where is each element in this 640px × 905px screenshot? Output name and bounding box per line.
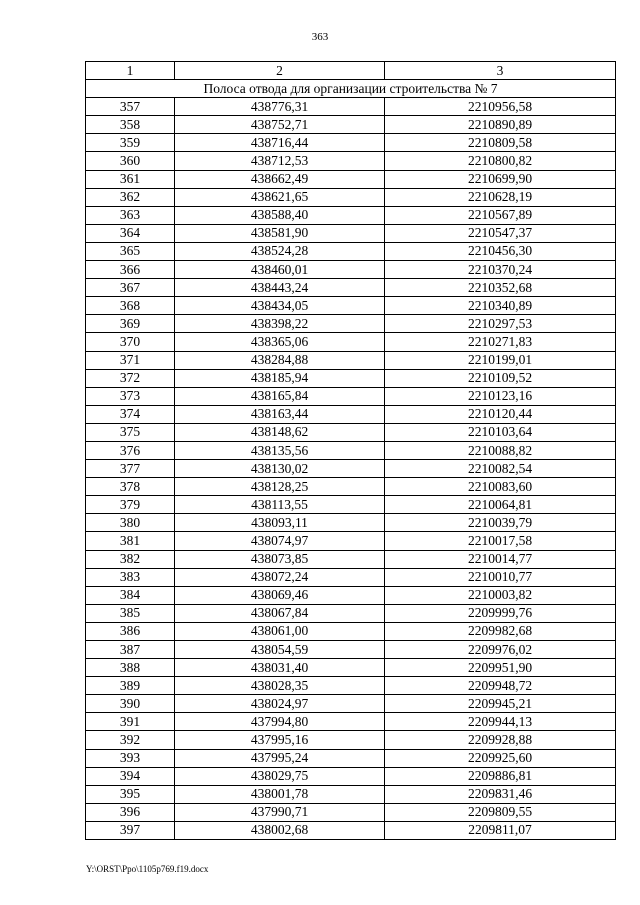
y-coordinate-cell: 2210039,79 xyxy=(385,514,616,532)
x-coordinate-cell: 438061,00 xyxy=(175,622,385,640)
table-row xyxy=(86,351,616,369)
point-number-cell: 384 xyxy=(86,586,175,604)
point-number-cell: 362 xyxy=(86,188,175,206)
table-row xyxy=(86,478,616,496)
y-coordinate-cell: 2210956,58 xyxy=(385,98,616,116)
x-coordinate-cell: 438165,84 xyxy=(175,387,385,405)
x-coordinate-cell: 438398,22 xyxy=(175,315,385,333)
table-row xyxy=(86,731,616,749)
x-coordinate-cell: 438001,78 xyxy=(175,785,385,803)
point-number-cell: 375 xyxy=(86,423,175,441)
x-coordinate-cell: 438024,97 xyxy=(175,695,385,713)
table-row xyxy=(86,279,616,297)
point-number-cell: 395 xyxy=(86,785,175,803)
point-number-cell: 359 xyxy=(86,134,175,152)
x-coordinate-cell: 437994,80 xyxy=(175,713,385,731)
y-coordinate-cell: 2210628,19 xyxy=(385,188,616,206)
table-row xyxy=(86,532,616,550)
x-coordinate-cell: 438148,62 xyxy=(175,423,385,441)
table-row xyxy=(86,677,616,695)
y-coordinate-cell: 2210809,58 xyxy=(385,134,616,152)
table-row xyxy=(86,441,616,459)
point-number-cell: 385 xyxy=(86,604,175,622)
point-number-cell: 381 xyxy=(86,532,175,550)
y-coordinate-cell: 2210123,16 xyxy=(385,387,616,405)
table-row xyxy=(86,387,616,405)
table-row xyxy=(86,713,616,731)
x-coordinate-cell: 438163,44 xyxy=(175,405,385,423)
y-coordinate-cell: 2209811,07 xyxy=(385,821,616,839)
table-row xyxy=(86,224,616,242)
point-number-cell: 383 xyxy=(86,568,175,586)
table-row xyxy=(86,315,616,333)
x-coordinate-cell: 438284,88 xyxy=(175,351,385,369)
column-number-3: 3 xyxy=(385,62,616,80)
point-number-cell: 373 xyxy=(86,387,175,405)
point-number-cell: 371 xyxy=(86,351,175,369)
x-coordinate-cell: 438028,35 xyxy=(175,677,385,695)
y-coordinate-cell: 2210370,24 xyxy=(385,261,616,279)
table-row xyxy=(86,586,616,604)
x-coordinate-cell: 438072,24 xyxy=(175,568,385,586)
table-row xyxy=(86,188,616,206)
y-coordinate-cell: 2210456,30 xyxy=(385,242,616,260)
table-row xyxy=(86,369,616,387)
point-number-cell: 357 xyxy=(86,98,175,116)
x-coordinate-cell: 438074,97 xyxy=(175,532,385,550)
table-row xyxy=(86,622,616,640)
point-number-cell: 394 xyxy=(86,767,175,785)
y-coordinate-cell: 2210800,82 xyxy=(385,152,616,170)
point-number-cell: 363 xyxy=(86,206,175,224)
x-coordinate-cell: 438002,68 xyxy=(175,821,385,839)
x-coordinate-cell: 438069,46 xyxy=(175,586,385,604)
point-number-cell: 390 xyxy=(86,695,175,713)
x-coordinate-cell: 438365,06 xyxy=(175,333,385,351)
point-number-cell: 369 xyxy=(86,315,175,333)
x-coordinate-cell: 438716,44 xyxy=(175,134,385,152)
x-coordinate-cell: 438588,40 xyxy=(175,206,385,224)
section-title: Полоса отвода для организации строительства № 7 xyxy=(86,80,616,98)
y-coordinate-cell: 2209948,72 xyxy=(385,677,616,695)
point-number-cell: 388 xyxy=(86,659,175,677)
table-row xyxy=(86,767,616,785)
table-row xyxy=(86,803,616,821)
y-coordinate-cell: 2209928,88 xyxy=(385,731,616,749)
table-row xyxy=(86,206,616,224)
coordinates-table xyxy=(85,61,616,840)
point-number-cell: 367 xyxy=(86,279,175,297)
x-coordinate-cell: 438093,11 xyxy=(175,514,385,532)
y-coordinate-cell: 2210003,82 xyxy=(385,586,616,604)
y-coordinate-cell: 2210109,52 xyxy=(385,369,616,387)
point-number-cell: 376 xyxy=(86,441,175,459)
column-number-2: 2 xyxy=(175,62,385,80)
x-coordinate-cell: 438029,75 xyxy=(175,767,385,785)
y-coordinate-cell: 2210271,83 xyxy=(385,333,616,351)
point-number-cell: 382 xyxy=(86,550,175,568)
table-row xyxy=(86,405,616,423)
x-coordinate-cell: 438135,56 xyxy=(175,441,385,459)
y-coordinate-cell: 2210017,58 xyxy=(385,532,616,550)
x-coordinate-cell: 438434,05 xyxy=(175,297,385,315)
section-title-row xyxy=(86,80,616,98)
y-coordinate-cell: 2210340,89 xyxy=(385,297,616,315)
x-coordinate-cell: 438524,28 xyxy=(175,242,385,260)
x-coordinate-cell: 438460,01 xyxy=(175,261,385,279)
table-row xyxy=(86,116,616,134)
y-coordinate-cell: 2209831,46 xyxy=(385,785,616,803)
point-number-cell: 386 xyxy=(86,622,175,640)
y-coordinate-cell: 2210083,60 xyxy=(385,478,616,496)
table-row xyxy=(86,98,616,116)
x-coordinate-cell: 438712,53 xyxy=(175,152,385,170)
y-coordinate-cell: 2209886,81 xyxy=(385,767,616,785)
point-number-cell: 368 xyxy=(86,297,175,315)
y-coordinate-cell: 2210199,01 xyxy=(385,351,616,369)
point-number-cell: 380 xyxy=(86,514,175,532)
point-number-cell: 397 xyxy=(86,821,175,839)
x-coordinate-cell: 437990,71 xyxy=(175,803,385,821)
point-number-cell: 370 xyxy=(86,333,175,351)
point-number-cell: 372 xyxy=(86,369,175,387)
table-row xyxy=(86,785,616,803)
x-coordinate-cell: 438621,65 xyxy=(175,188,385,206)
table-row xyxy=(86,152,616,170)
table-row xyxy=(86,134,616,152)
point-number-cell: 393 xyxy=(86,749,175,767)
point-number-cell: 391 xyxy=(86,713,175,731)
point-number-cell: 366 xyxy=(86,261,175,279)
table-row xyxy=(86,550,616,568)
y-coordinate-cell: 2209982,68 xyxy=(385,622,616,640)
x-coordinate-cell: 438031,40 xyxy=(175,659,385,677)
table-row xyxy=(86,297,616,315)
point-number-cell: 396 xyxy=(86,803,175,821)
x-coordinate-cell: 438054,59 xyxy=(175,641,385,659)
y-coordinate-cell: 2210699,90 xyxy=(385,170,616,188)
x-coordinate-cell: 438073,85 xyxy=(175,550,385,568)
point-number-cell: 361 xyxy=(86,170,175,188)
x-coordinate-cell: 438185,94 xyxy=(175,369,385,387)
x-coordinate-cell: 438752,71 xyxy=(175,116,385,134)
table-row xyxy=(86,695,616,713)
table-row xyxy=(86,460,616,478)
y-coordinate-cell: 2210547,37 xyxy=(385,224,616,242)
y-coordinate-cell: 2210088,82 xyxy=(385,441,616,459)
y-coordinate-cell: 2209944,13 xyxy=(385,713,616,731)
table-row xyxy=(86,749,616,767)
y-coordinate-cell: 2209945,21 xyxy=(385,695,616,713)
table-row xyxy=(86,333,616,351)
x-coordinate-cell: 437995,24 xyxy=(175,749,385,767)
point-number-cell: 387 xyxy=(86,641,175,659)
column-number-1: 1 xyxy=(86,62,175,80)
table-row xyxy=(86,568,616,586)
point-number-cell: 379 xyxy=(86,496,175,514)
x-coordinate-cell: 438067,84 xyxy=(175,604,385,622)
y-coordinate-cell: 2209925,60 xyxy=(385,749,616,767)
table-row xyxy=(86,659,616,677)
table-row xyxy=(86,170,616,188)
y-coordinate-cell: 2209976,02 xyxy=(385,641,616,659)
x-coordinate-cell: 438776,31 xyxy=(175,98,385,116)
y-coordinate-cell: 2210352,68 xyxy=(385,279,616,297)
coordinates-table-body xyxy=(86,62,616,840)
y-coordinate-cell: 2210297,53 xyxy=(385,315,616,333)
point-number-cell: 365 xyxy=(86,242,175,260)
point-number-cell: 374 xyxy=(86,405,175,423)
y-coordinate-cell: 2210064,81 xyxy=(385,496,616,514)
y-coordinate-cell: 2210567,89 xyxy=(385,206,616,224)
y-coordinate-cell: 2210014,77 xyxy=(385,550,616,568)
y-coordinate-cell: 2210103,64 xyxy=(385,423,616,441)
point-number-cell: 377 xyxy=(86,460,175,478)
point-number-cell: 389 xyxy=(86,677,175,695)
x-coordinate-cell: 437995,16 xyxy=(175,731,385,749)
y-coordinate-cell: 2209809,55 xyxy=(385,803,616,821)
x-coordinate-cell: 438128,25 xyxy=(175,478,385,496)
point-number-cell: 360 xyxy=(86,152,175,170)
table-row xyxy=(86,423,616,441)
y-coordinate-cell: 2209999,76 xyxy=(385,604,616,622)
x-coordinate-cell: 438443,24 xyxy=(175,279,385,297)
x-coordinate-cell: 438130,02 xyxy=(175,460,385,478)
table-row xyxy=(86,641,616,659)
y-coordinate-cell: 2210010,77 xyxy=(385,568,616,586)
point-number-cell: 378 xyxy=(86,478,175,496)
x-coordinate-cell: 438662,49 xyxy=(175,170,385,188)
column-number-row xyxy=(86,62,616,80)
table-row xyxy=(86,514,616,532)
y-coordinate-cell: 2210890,89 xyxy=(385,116,616,134)
point-number-cell: 358 xyxy=(86,116,175,134)
table-row xyxy=(86,261,616,279)
table-row xyxy=(86,821,616,839)
x-coordinate-cell: 438113,55 xyxy=(175,496,385,514)
table-row xyxy=(86,496,616,514)
x-coordinate-cell: 438581,90 xyxy=(175,224,385,242)
y-coordinate-cell: 2210082,54 xyxy=(385,460,616,478)
table-row xyxy=(86,604,616,622)
y-coordinate-cell: 2210120,44 xyxy=(385,405,616,423)
point-number-cell: 392 xyxy=(86,731,175,749)
page-number: 363 xyxy=(311,31,329,43)
footer-file-path: Y:\ORST\Ppo\1105p769.f19.docx xyxy=(86,864,209,874)
point-number-cell: 364 xyxy=(86,224,175,242)
table-row xyxy=(86,242,616,260)
y-coordinate-cell: 2209951,90 xyxy=(385,659,616,677)
